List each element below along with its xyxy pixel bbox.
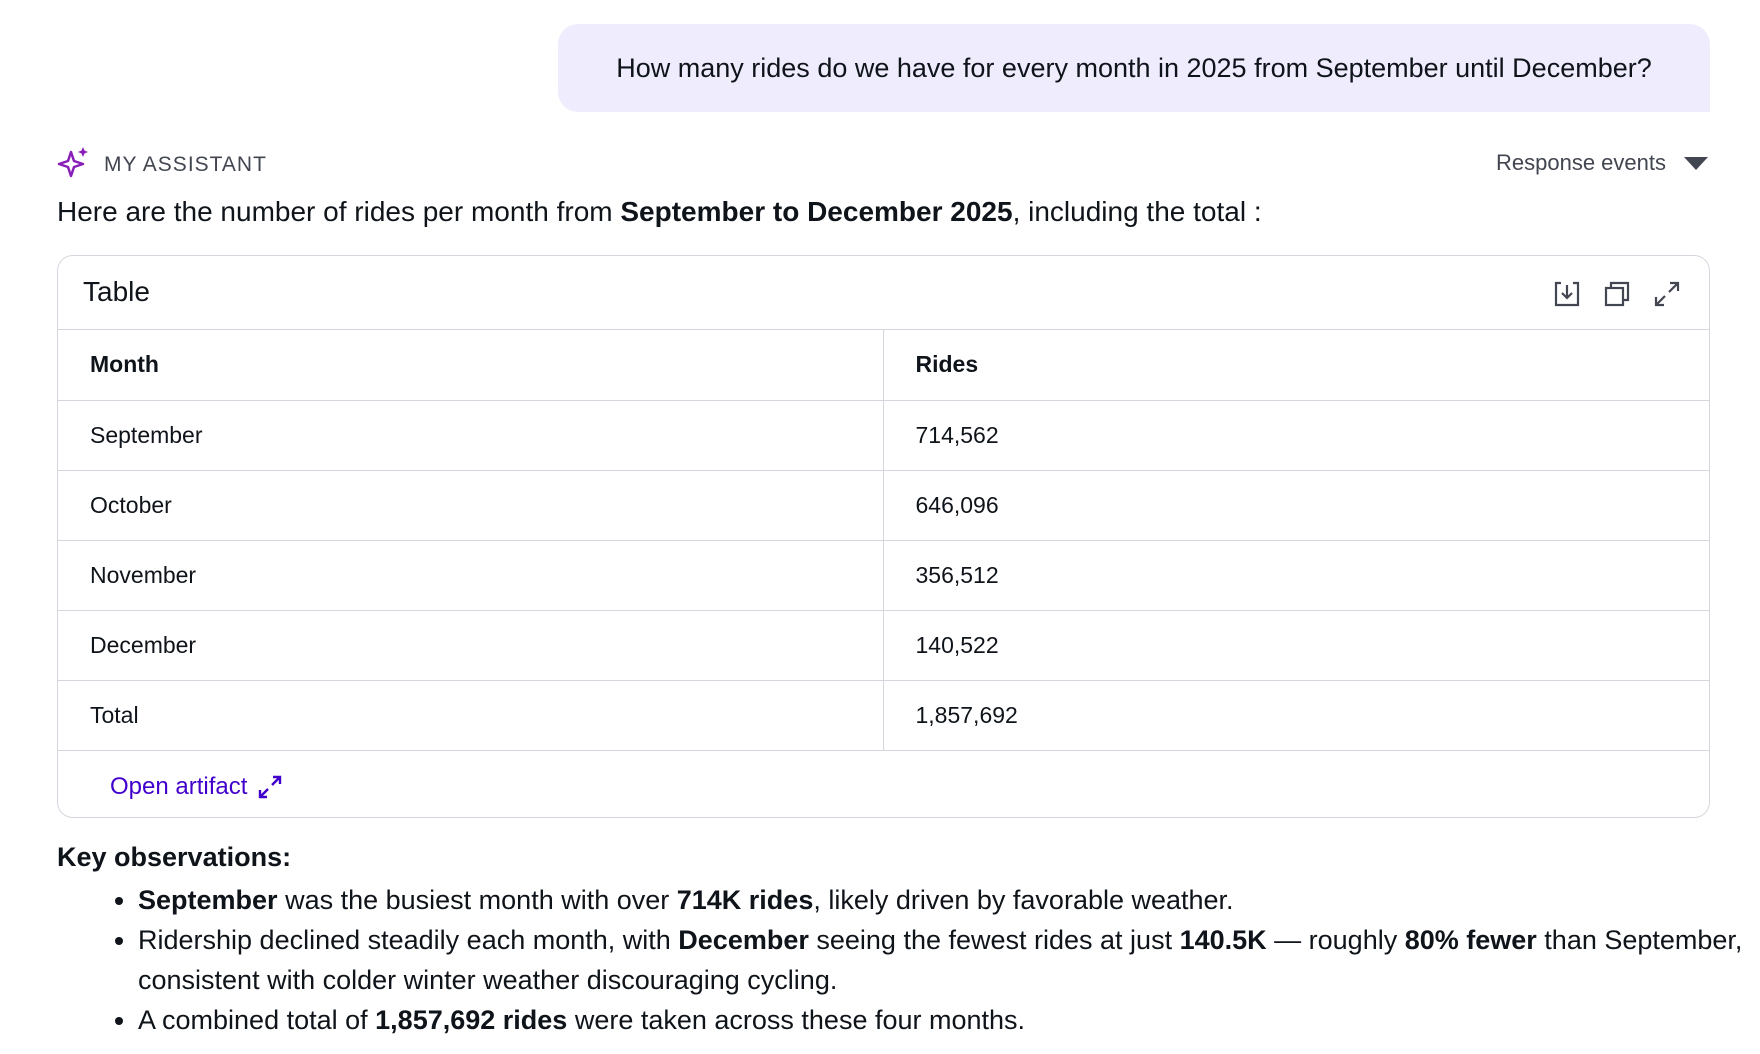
table-artifact-card [57,255,1710,818]
response-events-dropdown[interactable] [1496,150,1708,176]
assistant-name: MY ASSISTANT [104,153,267,176]
external-expand-icon [257,774,283,800]
assistant-header [56,146,267,180]
obs-text: , likely driven by favorable weather. [813,885,1234,915]
table-row [58,610,1709,680]
list-item [138,880,1760,920]
obs-text: seeing the fewest rides at just [808,925,1180,955]
download-button[interactable] [1551,278,1583,310]
list-item [138,1000,1760,1040]
copy-icon [1602,279,1632,309]
rides-cell: 714,562 [883,400,1709,470]
obs-text: were taken across these four months. [567,1005,1026,1035]
rides-table [58,330,1709,751]
observations-title: Key observations: [57,842,292,872]
month-cell: Total [58,680,883,750]
copy-button[interactable] [1601,278,1633,310]
rides-cell: 356,512 [883,540,1709,610]
caret-down-icon [1684,157,1708,170]
obs-bold: September [138,885,278,915]
obs-bold: 714K rides [676,885,814,915]
month-cell: December [58,610,883,680]
column-header-month: Month [58,330,883,400]
table-row-total [58,680,1709,750]
response-events-label: Response events [1496,150,1666,175]
month-cell: September [58,400,883,470]
download-icon [1552,279,1582,309]
sparkle-icon [56,146,90,180]
obs-text: — roughly [1266,925,1405,955]
observations-list [57,880,1760,1040]
rides-cell: 1,857,692 [883,680,1709,750]
assistant-intro [57,196,1262,228]
table-row [58,400,1709,470]
obs-bold: 140.5K [1179,925,1267,955]
table-card-header [58,256,1709,330]
expand-button[interactable] [1651,278,1683,310]
open-artifact-label: Open artifact [110,773,248,800]
obs-bold: 1,857,692 rides [375,1005,568,1035]
user-message-text: How many rides do we have for every month in 2025 from September until December? [616,52,1652,83]
list-item [138,920,1760,1000]
obs-text: Ridership declined steadily each month, with [138,925,679,955]
table-title: Table [83,276,150,307]
obs-bold: December [678,925,809,955]
column-header-rides: Rides [883,330,1709,400]
user-message-bubble [558,24,1710,112]
obs-text: A combined total of [138,1005,376,1035]
rides-cell: 646,096 [883,470,1709,540]
intro-text: Here are the number of rides per month from [57,196,621,227]
table-row [58,470,1709,540]
table-actions [1551,278,1683,310]
intro-bold: September to December 2025 [620,196,1013,227]
obs-text: than September, consistent with colder winter weather discouraging cycling. [138,925,1743,995]
table-row [58,540,1709,610]
month-cell: November [58,540,883,610]
expand-icon [1652,279,1682,309]
month-cell: October [58,470,883,540]
obs-text: was the busiest month with over [277,885,677,915]
rides-cell: 140,522 [883,610,1709,680]
open-artifact-link[interactable] [110,773,283,801]
obs-bold: 80% fewer [1404,925,1537,955]
table-header-row [58,330,1709,400]
intro-suffix: , including the total : [1012,196,1262,227]
